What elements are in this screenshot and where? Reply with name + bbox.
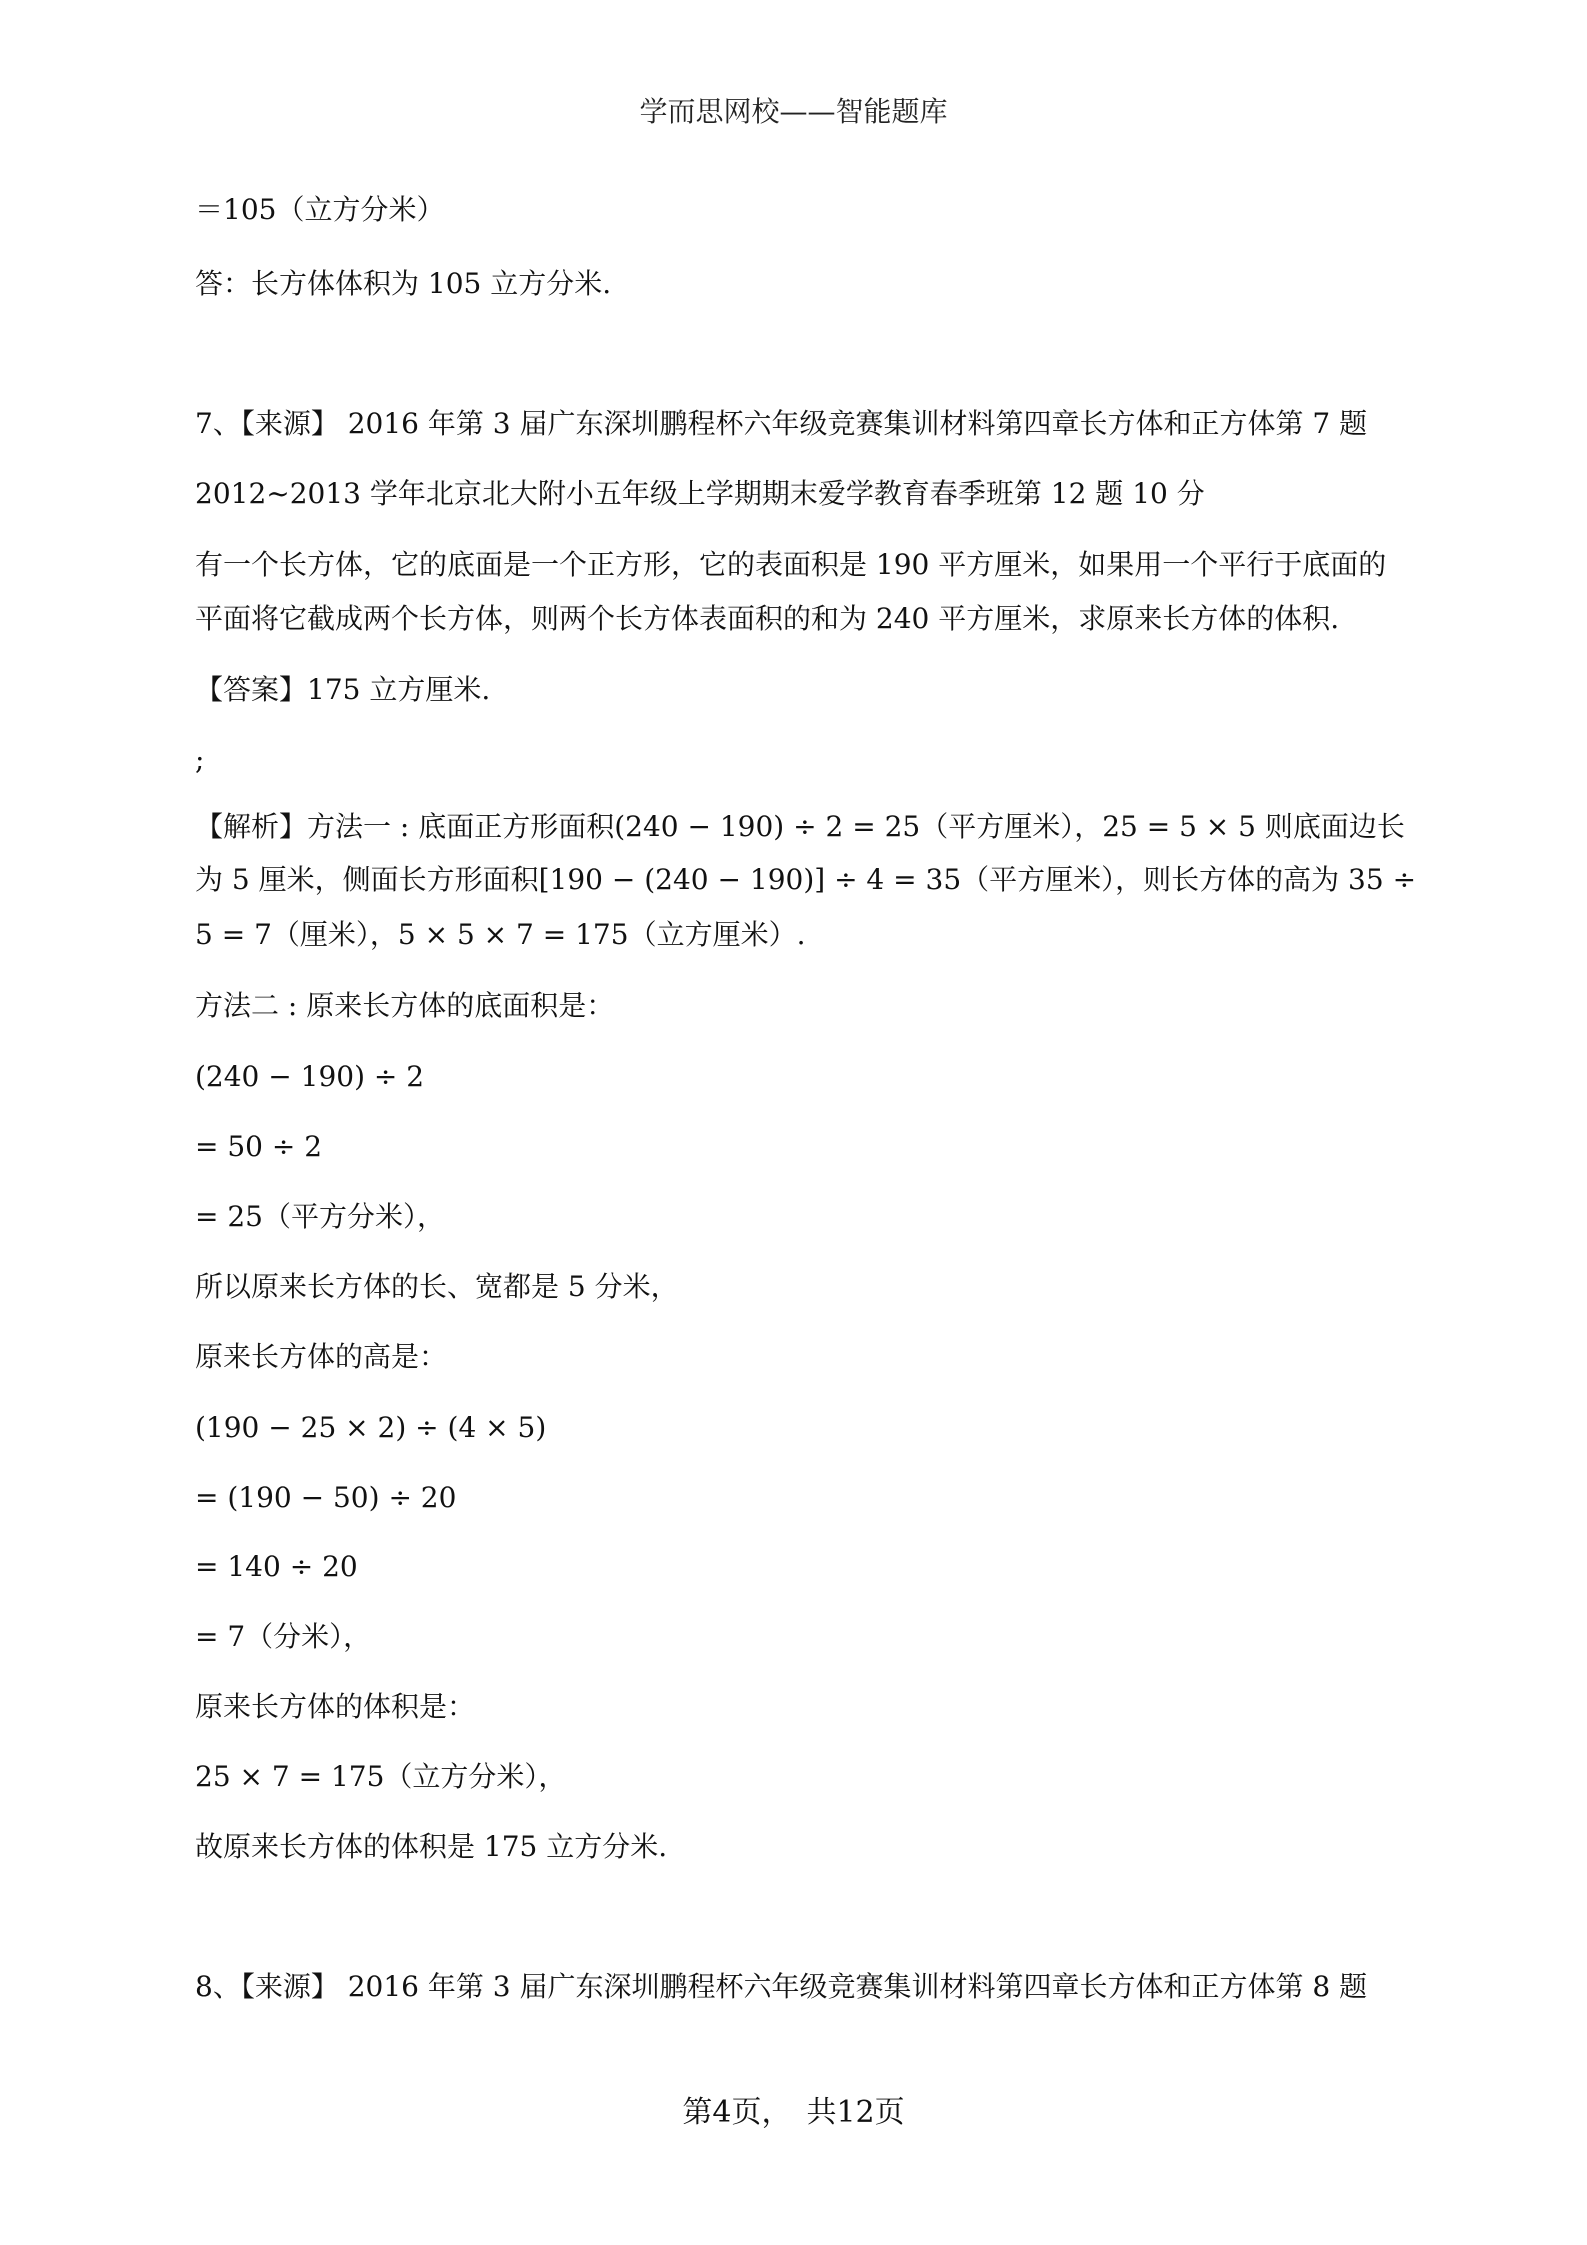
question-text: 有一个长方体，它的底面是一个正方形，它的表面积是 190 平方厘米，如果用一个平行于底面的 xyxy=(195,548,1387,581)
equation-line: = 140 ÷ 20 xyxy=(195,1550,358,1583)
solution-text: 为 5 厘米，侧面长方形面积[190 − (240 − 190)] ÷ 4 = 35（平方厘米），则长方体的高为 35 ÷ xyxy=(195,863,1417,896)
solution-text: 原来长方体的体积是： xyxy=(195,1690,476,1723)
solution-text: 原来长方体的高是： xyxy=(195,1340,448,1373)
text-line: 答：长方体体积为 105 立方分米. xyxy=(195,267,612,300)
solution-text: 方法二 : 原来长方体的底面积是： xyxy=(195,989,615,1022)
equation-line: = 50 ÷ 2 xyxy=(195,1130,323,1163)
solution-text: 【解析】方法一 : 底面正方形面积(240 − 190) ÷ 2 = 25（平方厘米），25 = 5 × 5 则底面边长 xyxy=(195,810,1405,843)
solution-text: 5 = 7（厘米），5 × 5 × 7 = 175（立方厘米）. xyxy=(195,918,806,951)
question-text: 平面将它截成两个长方体，则两个长方体表面积的和为 240 平方厘米，求原来长方体的体积. xyxy=(195,602,1340,635)
solution-text: 故原来长方体的体积是 175 立方分米. xyxy=(195,1830,668,1863)
answer-text: 【答案】175 立方厘米. xyxy=(195,673,491,706)
equation-line: = 25（平方分米）， xyxy=(195,1200,445,1233)
equation-line: (240 − 190) ÷ 2 xyxy=(195,1060,425,1093)
equation-line: = (190 − 50) ÷ 20 xyxy=(195,1481,457,1514)
question-source-7: 7、【来源】 2016 年第 3 届广东深圳鹏程杯六年级竞赛集训材料第四章长方体和正方体第 7 题 xyxy=(195,407,1368,440)
equation-line: = 7（分米）， xyxy=(195,1620,372,1653)
text-line: ＝105（立方分米） xyxy=(195,193,445,226)
solution-text: 所以原来长方体的长、宽都是 5 分米， xyxy=(195,1270,679,1303)
equation-line: (190 − 25 × 2) ÷ (4 × 5) xyxy=(195,1411,547,1444)
text-line: 2012~2013 学年北京北大附小五年级上学期期末爱学教育春季班第 12 题 10 分 xyxy=(195,477,1205,510)
question-source-8: 8、【来源】 2016 年第 3 届广东深圳鹏程杯六年级竞赛集训材料第四章长方体和正方体第 8 题 xyxy=(195,1970,1368,2003)
page-header: 学而思网校——智能题库 xyxy=(639,95,948,128)
page-number: 第4页， 共12页 xyxy=(682,2095,905,2130)
text-line: ; xyxy=(195,743,205,776)
equation-line: 25 × 7 = 175（立方分米）， xyxy=(195,1760,567,1793)
